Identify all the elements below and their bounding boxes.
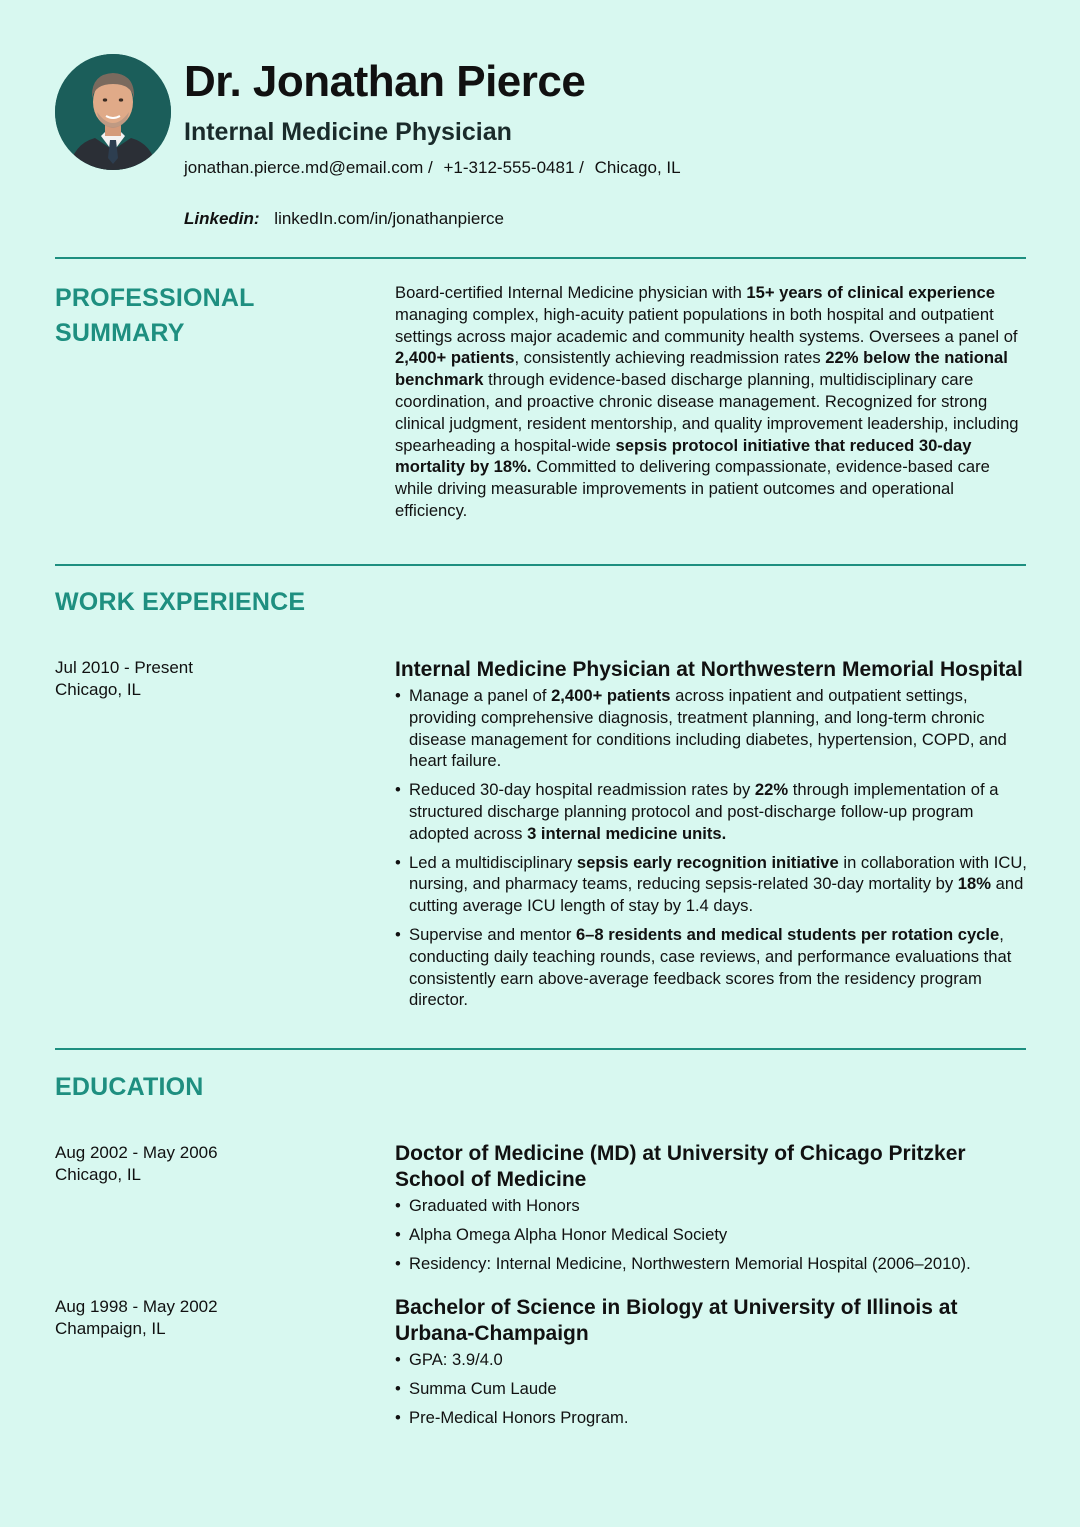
edu-meta bbox=[55, 1296, 218, 1340]
list-item: • Summa Cum Laude bbox=[395, 1378, 1027, 1400]
location-text: Chicago, IL bbox=[594, 158, 681, 177]
candidate-name: Dr. Jonathan Pierce bbox=[184, 57, 586, 106]
list-item: • Alpha Omega Alpha Honor Medical Society bbox=[395, 1224, 1027, 1246]
candidate-title: Internal Medicine Physician bbox=[184, 118, 512, 146]
edu-title: Bachelor of Science in Biology at University of Illinois at Urbana-Champaign bbox=[395, 1296, 958, 1345]
bold-text: sepsis early recognition initiative bbox=[576, 852, 839, 872]
linkedin-line bbox=[184, 207, 504, 231]
edu-title: Doctor of Medicine (MD) at University of Chicago Pritzker School of Medicine bbox=[395, 1142, 966, 1191]
text-run: , conducting daily teaching rounds, case reviews, and performance evaluations that consistently earn above-average feedback scores from the residency program director. bbox=[409, 924, 1012, 1010]
list-item bbox=[395, 924, 1027, 1011]
edu-location: Chicago, IL bbox=[55, 1165, 141, 1184]
edu-entry bbox=[395, 1295, 1027, 1435]
edu-dates: Aug 1998 - May 2002 bbox=[55, 1297, 218, 1316]
job-title: Internal Medicine Physician at Northwestern Memorial Hospital bbox=[395, 658, 1023, 681]
edu-dates: Aug 2002 - May 2006 bbox=[55, 1143, 218, 1162]
section-divider bbox=[55, 257, 1026, 259]
list-item: • Residency: Internal Medicine, Northwestern Memorial Hospital (2006–2010). bbox=[395, 1253, 1027, 1275]
text-run: Committed to delivering compassionate, evidence-based care while driving measurable improvements in patient outcomes and operational efficiency. bbox=[395, 457, 990, 520]
bold-text: 15+ years of clinical experience bbox=[746, 283, 996, 302]
list-item: • Graduated with Honors bbox=[395, 1195, 1027, 1217]
list-item bbox=[395, 852, 1027, 917]
bold-text: 18% bbox=[957, 874, 991, 894]
text-run: through implementation of a structured discharge planning protocol and post-discharge follow-up program adopted across bbox=[409, 780, 999, 843]
bold-text: sepsis protocol initiative that reduced 30-day mortality by 18%. bbox=[395, 435, 972, 477]
linkedin-label: Linkedin: bbox=[184, 209, 260, 228]
list-item: • GPA: 3.9/4.0 bbox=[395, 1349, 1027, 1371]
email-link[interactable]: jonathan.pierce.md@email.com / bbox=[184, 158, 433, 177]
edu-entry bbox=[395, 1141, 1027, 1281]
resume-page bbox=[55, 0, 1026, 1527]
text-run: in collaboration with ICU, nursing, and pharmacy teams, reducing sepsis-related 30-day mortality by bbox=[409, 852, 1027, 894]
experience-heading: WORK EXPERIENCE bbox=[55, 588, 306, 616]
edu-location: Champaign, IL bbox=[55, 1319, 166, 1338]
job-bullet-list bbox=[395, 685, 1027, 1011]
avatar bbox=[55, 54, 171, 170]
job-location: Chicago, IL bbox=[55, 680, 141, 699]
bold-text: 3 internal medicine units. bbox=[527, 823, 727, 843]
profile-photo-icon bbox=[55, 54, 171, 170]
bold-text: 22% bbox=[754, 780, 789, 800]
bold-text: 22% below the national benchmark bbox=[395, 348, 1008, 390]
text-run: Supervise and mentor bbox=[409, 924, 576, 944]
section-divider bbox=[55, 564, 1026, 566]
job-entry bbox=[395, 657, 1027, 1018]
text-run: Led a multidisciplinary bbox=[409, 852, 577, 872]
contact-line bbox=[184, 156, 681, 180]
text-run: and cutting average ICU length of stay by 1.4 days. bbox=[409, 874, 1024, 916]
section-divider bbox=[55, 1048, 1026, 1050]
list-item bbox=[395, 685, 1027, 772]
education-heading: EDUCATION bbox=[55, 1073, 204, 1101]
text-run: Board-certified Internal Medicine physician with bbox=[395, 283, 747, 302]
list-item: • Pre-Medical Honors Program. bbox=[395, 1407, 1027, 1429]
text-run: managing complex, high-acuity patient populations in both hospital and outpatient settings across major academic and community health systems. Oversees a panel of bbox=[395, 304, 1018, 346]
job-meta bbox=[55, 657, 193, 701]
summary-heading bbox=[55, 281, 255, 351]
text-run: , consistently achieving readmission rates bbox=[514, 348, 826, 368]
text-run: Manage a panel of bbox=[409, 686, 552, 705]
text-run: across inpatient and outpatient settings, providing comprehensive diagnosis, treatment planning, and long-term chronic disease management for conditions including diabetes, hypertension, COPD, and heart failure. bbox=[409, 686, 1007, 771]
edu-bullet-list bbox=[395, 1195, 1027, 1274]
text-run: Reduced 30-day hospital readmission rates by bbox=[409, 780, 755, 800]
edu-bullet-list bbox=[395, 1349, 1027, 1428]
bold-text: 6–8 residents and medical students per rotation cycle bbox=[575, 924, 1000, 944]
edu-meta bbox=[55, 1142, 218, 1186]
summary-heading-line2: SUMMARY bbox=[55, 319, 185, 347]
linkedin-link[interactable]: linkedIn.com/in/jonathanpierce bbox=[274, 209, 504, 228]
text-run: through evidence-based discharge planning, multidisciplinary care coordination, and proactive chronic disease management. Recognized for strong clinical judgment, resident mentorship, and quality improvement leadership, including spearheading a hospital-wide bbox=[395, 370, 1019, 455]
job-dates: Jul 2010 - Present bbox=[55, 658, 193, 677]
phone-number[interactable]: +1-312-555-0481 / bbox=[443, 158, 584, 177]
summary-paragraph bbox=[395, 282, 1027, 522]
summary-heading-line1: PROFESSIONAL bbox=[55, 284, 255, 312]
bold-text: 2,400+ patients bbox=[551, 686, 671, 705]
bold-text: 2,400+ patients bbox=[395, 348, 515, 368]
summary-block bbox=[395, 282, 1027, 522]
list-item bbox=[395, 779, 1027, 844]
